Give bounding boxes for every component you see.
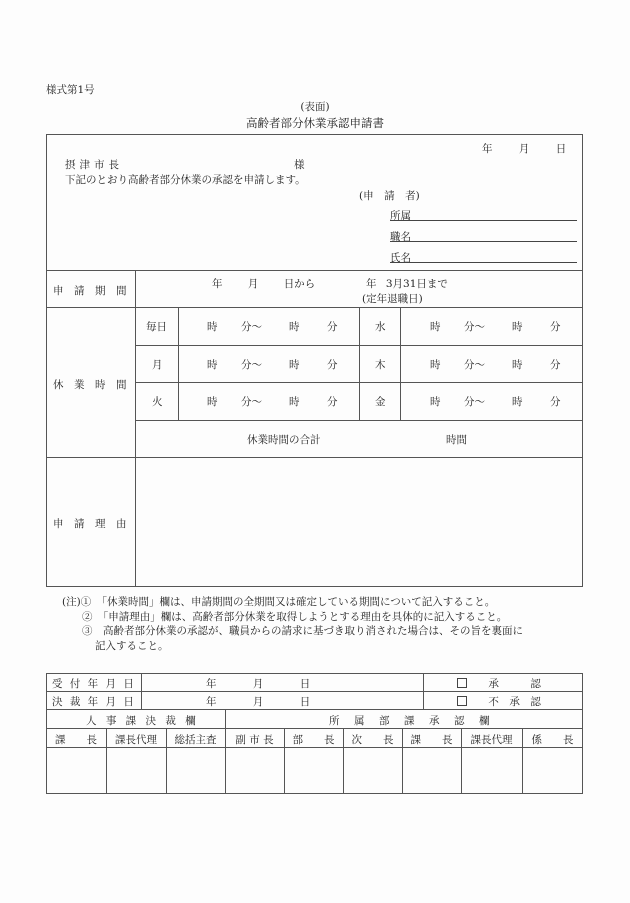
divider: [46, 709, 583, 710]
received-label: 受 付 年 月 日: [52, 678, 136, 690]
disapprove-checkbox[interactable]: [457, 696, 467, 706]
addressee: 摂津市長: [65, 159, 123, 171]
minute-start-left[interactable]: 分～: [241, 396, 262, 408]
office-seal-cell[interactable]: [344, 748, 401, 793]
field-affiliation-input[interactable]: [390, 220, 577, 221]
reason-label: 申 請 理 由: [53, 518, 127, 530]
note-1: (注)① 「休業時間」欄は、申請期間の全期間又は確定している期間について記入すること。: [62, 596, 496, 608]
minute-start-left[interactable]: 分～: [241, 359, 262, 371]
office-seal-cell[interactable]: [107, 748, 165, 793]
day-label-right: 水: [375, 321, 386, 333]
minute-end-right[interactable]: 分: [550, 396, 561, 408]
total-label: 休業時間の合計: [247, 434, 321, 446]
hour-start-right[interactable]: 時: [430, 321, 441, 333]
hour-end-left[interactable]: 時: [289, 321, 300, 333]
divider: [135, 270, 136, 587]
approve-option[interactable]: 承 認: [457, 676, 541, 691]
decided-date[interactable]: 年 月 日: [206, 696, 311, 708]
period-from-month: 月: [247, 278, 259, 290]
minute-start-right[interactable]: 分～: [464, 359, 485, 371]
form-title: 高齢者部分休業承認申請書: [246, 116, 384, 130]
period-to-date: 3月31日まで: [385, 278, 448, 290]
office-column-header: 課 長: [55, 734, 97, 746]
hour-start-right[interactable]: 時: [430, 396, 441, 408]
divider: [46, 691, 583, 692]
divider: [46, 307, 583, 308]
minute-end-left[interactable]: 分: [327, 396, 338, 408]
office-seal-cell[interactable]: [167, 748, 224, 793]
side-label: (表面): [300, 101, 330, 113]
office-seal-cell[interactable]: [226, 748, 283, 793]
hour-end-right[interactable]: 時: [512, 359, 523, 371]
hour-end-left[interactable]: 時: [289, 359, 300, 371]
office-column-header: 次 長: [351, 734, 394, 746]
day-label-right: 金: [375, 396, 386, 408]
field-name-input[interactable]: [390, 262, 577, 263]
divider: [46, 270, 583, 271]
minute-end-left[interactable]: 分: [327, 321, 338, 333]
office-seal-cell[interactable]: [403, 748, 460, 793]
divider: [400, 307, 401, 420]
office-column-header: 副 市 長: [235, 734, 274, 746]
day-label-left: 火: [152, 396, 163, 408]
office-column-header: 課 長: [410, 734, 453, 746]
period-from-year: 年: [212, 278, 223, 290]
office-column-header: 課長代理: [470, 734, 513, 746]
date-year: 年: [482, 143, 493, 155]
notes: [62, 595, 523, 653]
field-name-label: 氏名: [390, 252, 411, 264]
office-seal-cell[interactable]: [47, 748, 105, 793]
office-column-header: 総括主査: [174, 734, 217, 746]
statement: 下記のとおり高齢者部分休業の承認を申請します。: [65, 174, 306, 186]
date-day: 日: [555, 143, 567, 155]
date-month: 月: [518, 143, 530, 155]
period-from-day: 日から: [283, 278, 316, 290]
divider: [135, 420, 583, 421]
hour-start-left[interactable]: 時: [207, 321, 218, 333]
period-to-year: 年: [366, 278, 377, 290]
field-title-input[interactable]: [390, 241, 577, 242]
day-label-right: 木: [375, 359, 386, 371]
hour-start-left[interactable]: 時: [207, 396, 218, 408]
minute-end-right[interactable]: 分: [550, 321, 561, 333]
minute-end-right[interactable]: 分: [550, 359, 561, 371]
applicant-heading: (申 請 者): [359, 190, 420, 202]
period-label: 申 請 期 間: [53, 285, 127, 297]
approve-checkbox[interactable]: [457, 678, 467, 688]
note-3-cont: 記入すること。: [95, 639, 169, 652]
divider: [423, 673, 424, 709]
received-date[interactable]: 年 月 日: [206, 678, 311, 690]
application-date[interactable]: [482, 141, 566, 156]
disapprove-option[interactable]: 不 承 認: [457, 694, 541, 709]
day-label-left: 月: [152, 359, 163, 371]
hr-section-label: 人 事 課 決 裁 欄: [86, 715, 199, 727]
office-seal-cell[interactable]: [462, 748, 521, 793]
day-label-left: 毎日: [146, 321, 167, 333]
office-seal-cell[interactable]: [285, 748, 342, 793]
office-column-header: 係 長: [531, 734, 574, 746]
hour-start-left[interactable]: 時: [207, 359, 218, 371]
field-affiliation-label: 所属: [390, 210, 411, 222]
office-seal-cell[interactable]: [523, 748, 582, 793]
hour-end-left[interactable]: 時: [289, 396, 300, 408]
total-unit[interactable]: 時間: [446, 434, 467, 446]
office-column-header: 課長代理: [115, 734, 157, 746]
divider: [46, 457, 583, 458]
leave-hours-label: 休 業 時 間: [53, 379, 127, 391]
divider: [141, 673, 142, 709]
note-2: ② 「申請理由」欄は、高齢者部分休業を取得しようとする理由を具体的に記入すること。: [82, 610, 508, 623]
office-column-header: 部 長: [292, 734, 335, 746]
minute-end-left[interactable]: 分: [327, 359, 338, 371]
period-to-note: (定年退職日): [362, 293, 423, 305]
reason-input[interactable]: [137, 459, 581, 585]
form-number: 様式第1号: [46, 84, 95, 96]
minute-start-right[interactable]: 分～: [464, 321, 485, 333]
note-3: ③ 高齢者部分休業の承認が、職員からの請求に基づき取り消された場合は、その旨を裏面に: [82, 625, 523, 637]
divider: [359, 307, 360, 420]
decided-label: 決 裁 年 月 日: [52, 696, 136, 708]
period-to[interactable]: [366, 276, 448, 291]
period-from[interactable]: [212, 276, 315, 291]
divider: [178, 307, 179, 420]
hour-start-right[interactable]: 時: [430, 359, 441, 371]
hour-end-right[interactable]: 時: [512, 321, 523, 333]
honorific: 様: [294, 159, 305, 171]
hour-end-right[interactable]: 時: [512, 396, 523, 408]
dept-section-label: 所 属 部 課 承 認 欄: [329, 715, 492, 727]
divider: [46, 728, 583, 729]
minute-start-left[interactable]: 分～: [241, 321, 262, 333]
minute-start-right[interactable]: 分～: [464, 396, 485, 408]
field-title-label: 職名: [390, 231, 411, 243]
